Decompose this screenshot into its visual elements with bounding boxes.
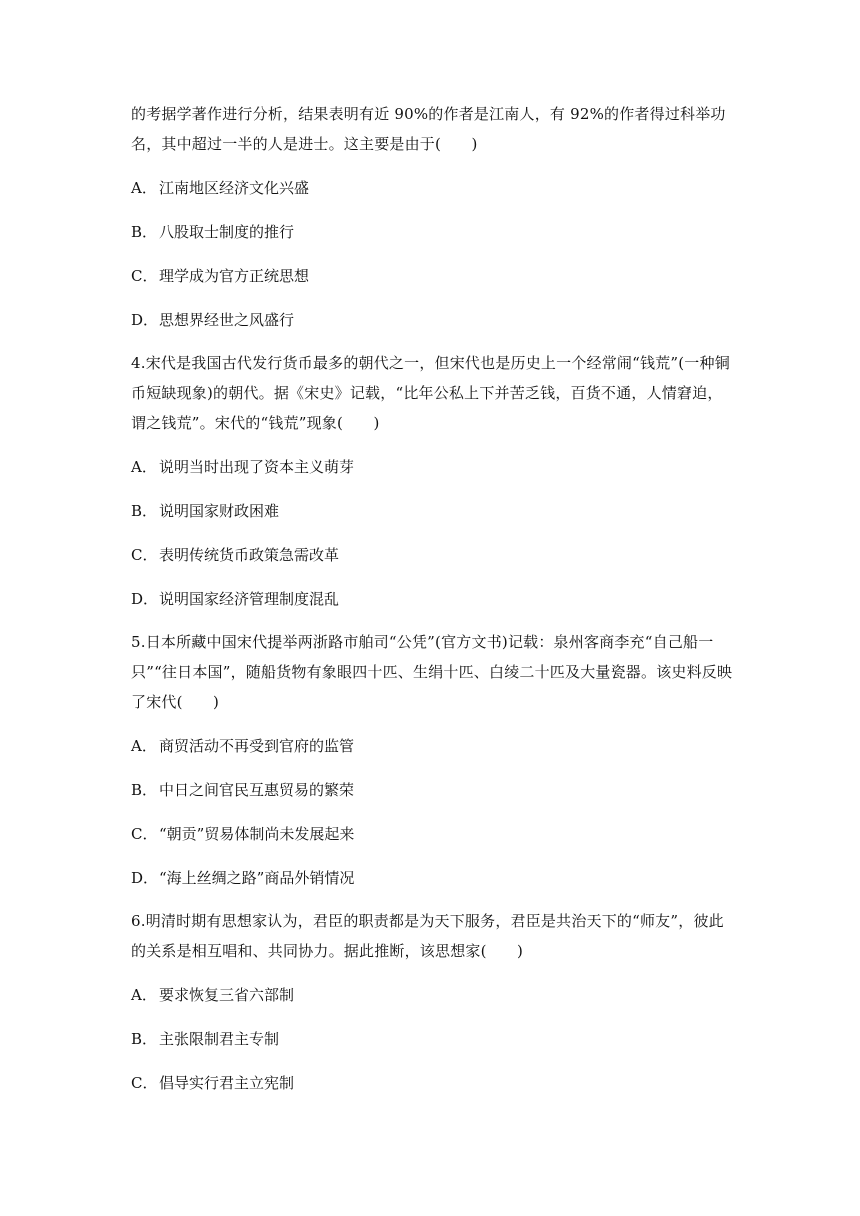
q4-option-c — [131, 545, 731, 565]
option-text: 说明国家财政困难 — [159, 502, 280, 520]
q6-stem-line-2: 的关系是相互唱和、共同协力。据此推断，该思想家( ) — [131, 942, 524, 960]
q5-stem-line-3: 了宋代( ) — [131, 693, 220, 711]
q6-option-c — [131, 1073, 731, 1093]
option-text: 表明传统货币政策急需改革 — [159, 546, 340, 564]
option-letter: A． — [131, 986, 157, 1004]
q3-stem-line-2: 名，其中超过一半的人是进士。这主要是由于( ) — [131, 135, 478, 153]
option-letter: B． — [131, 1030, 158, 1048]
q3-option-c — [131, 266, 731, 286]
option-letter: C． — [131, 546, 158, 564]
option-letter: B． — [131, 502, 158, 520]
q5-option-c — [131, 824, 731, 844]
option-letter: C． — [131, 825, 158, 843]
option-letter: B． — [131, 781, 158, 799]
q5-stem-line-1: 5.日本所藏中国宋代提举两浙路市舶司“公凭”(官方文书)记载：泉州客商李充“自己船一 — [131, 633, 714, 651]
option-text: “朝贡”贸易体制尚未发展起来 — [159, 825, 355, 843]
option-letter: C． — [131, 267, 158, 285]
q3-option-d — [131, 310, 731, 330]
q3-option-a — [131, 178, 731, 198]
option-text: 倡导实行君主立宪制 — [159, 1074, 295, 1092]
option-text: 理学成为官方正统思想 — [159, 267, 310, 285]
q5-option-d — [131, 868, 731, 888]
option-text: 说明当时出现了资本主义萌芽 — [159, 458, 355, 476]
q4-option-b — [131, 501, 731, 521]
q4-stem-line-1: 4.宋代是我国古代发行货币最多的朝代之一，但宋代也是历史上一个经常闹“钱荒”(一种铜 — [131, 354, 730, 372]
q4-stem-line-3: 谓之钱荒”。宋代的“钱荒”现象( ) — [131, 414, 380, 432]
option-letter: A． — [131, 737, 157, 755]
q5-stem-line-2: 只”“往日本国”，随船货物有象眼四十匹、生绢十匹、白绫二十匹及大量瓷器。该史料反映 — [131, 663, 733, 681]
option-letter: D． — [131, 590, 159, 608]
q3-stem-line-1: 的考据学著作进行分析，结果表明有近 90%的作者是江南人，有 92%的作者得过科举功 — [131, 105, 726, 123]
q4-stem-line-2: 币短缺现象)的朝代。据《宋史》记载，“比年公私上下并苦乏钱，百货不通，人情窘迫， — [131, 384, 723, 402]
q6-option-a — [131, 985, 731, 1005]
option-text: 思想界经世之风盛行 — [159, 311, 295, 329]
option-letter: A． — [131, 458, 157, 476]
option-text: 八股取士制度的推行 — [159, 223, 295, 241]
q4-option-d — [131, 589, 731, 609]
q6-stem-line-1: 6.明清时期有思想家认为，君臣的职责都是为天下服务，君臣是共治天下的“师友”，彼此 — [131, 912, 724, 930]
option-text: 说明国家经济管理制度混乱 — [159, 590, 340, 608]
q6-option-b — [131, 1029, 731, 1049]
option-text: 商贸活动不再受到官府的监管 — [159, 737, 355, 755]
option-letter: D． — [131, 311, 159, 329]
option-letter: D． — [131, 869, 159, 887]
option-text: 要求恢复三省六部制 — [159, 986, 295, 1004]
option-text: 江南地区经济文化兴盛 — [159, 179, 310, 197]
option-letter: A． — [131, 179, 157, 197]
q3-option-b — [131, 222, 731, 242]
option-text: “海上丝绸之路”商品外销情况 — [159, 869, 355, 887]
option-letter: C． — [131, 1074, 158, 1092]
option-text: 中日之间官民互惠贸易的繁荣 — [159, 781, 355, 799]
q5-option-b — [131, 780, 731, 800]
q5-option-a — [131, 736, 731, 756]
option-letter: B． — [131, 223, 158, 241]
option-text: 主张限制君主专制 — [159, 1030, 280, 1048]
q4-option-a — [131, 457, 731, 477]
